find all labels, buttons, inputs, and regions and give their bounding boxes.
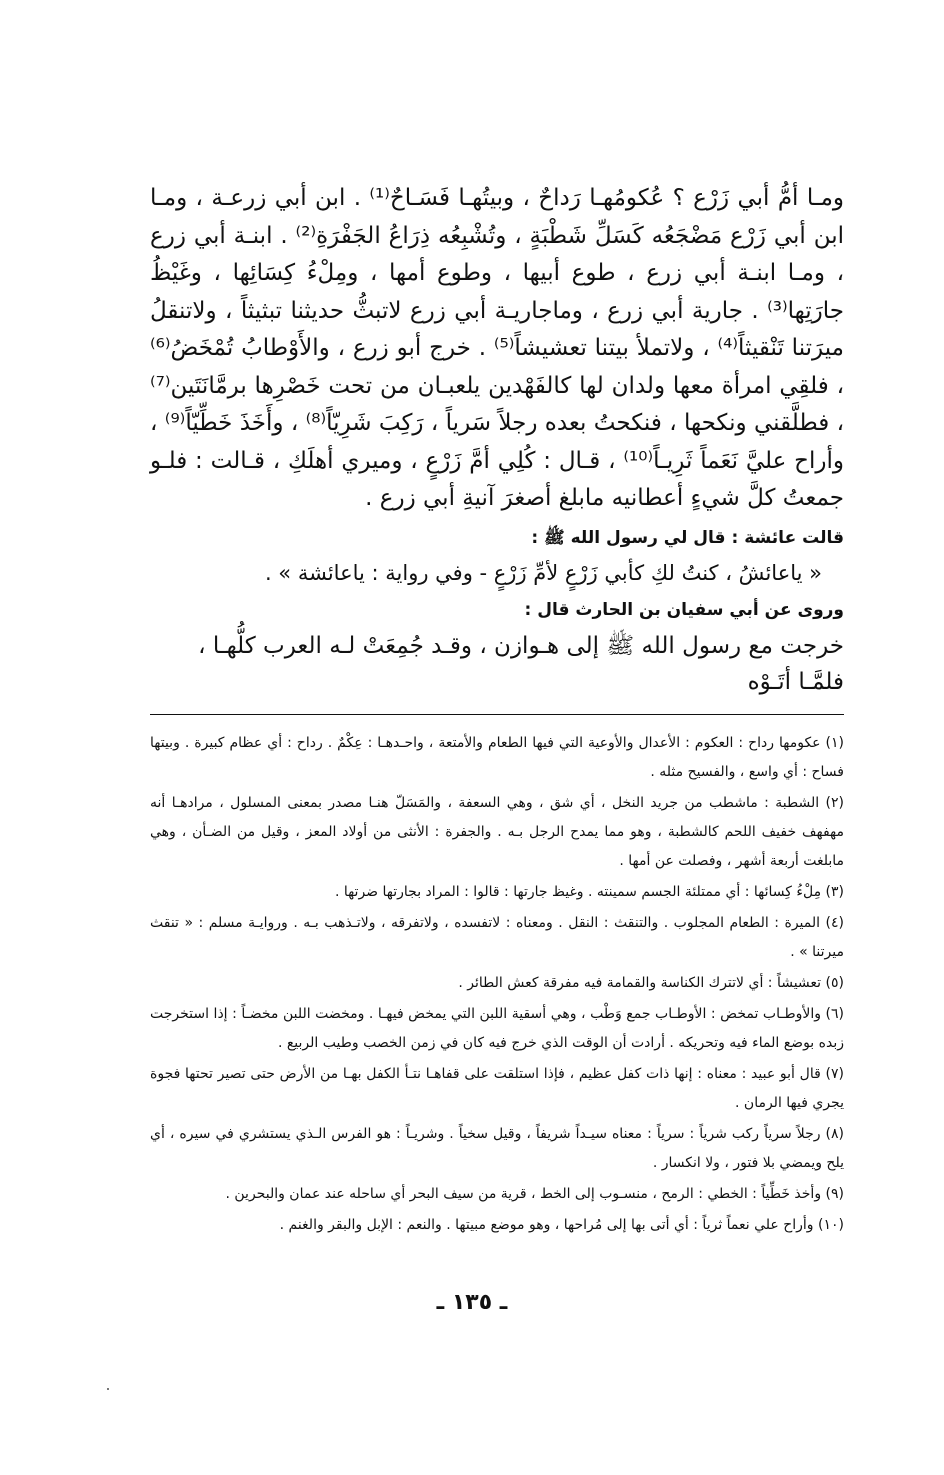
footnote-5: (٥) تعشيشاً : أي لاتترك الكناسة والقمامة فيه مفرقة كعش الطائر . (458, 974, 844, 991)
aisha-heading: قالت عائشة : قال لي رسول الله ﷺ : (531, 527, 844, 548)
footnote-1: (١) عكومها رداح : العكوم : الأعدال والأوعية التي فيها الطعام والأمتعة ، واحـدهـا : عِكْمٌ . رداح : أي عظام كبيرة . وبيتها فساح : أي واسع ، والفسيح مثله . (150, 734, 844, 780)
continuation-line: خرجت مع رسول الله ﷺ إلى هـوازن ، وقـد جُمِعَتْ لـه العرب كلُّهـا ، فلمَّـا أتَـوْه (198, 632, 844, 695)
footnote-3: (٣) مِلْءُ كِسائها : أي ممتلئة الجسم سمينته . وغيظ جارتها : قالوا : المراد بجارتها ضرتها . (334, 883, 844, 900)
footnote-2: (٢) الشطبة : ماشطب من جريد النخل ، أي شق ، وهي السعفة ، والمَسَلّ هنـا مصدر بمعنى المسلول ، مرادهـا أنه مهفهف خفيف اللحم كالشطبة ، وهو مما يمدح الرجل بـه . والجفرة : الأنثى من أولاد المعز ، وقيل من الضـأن ، وهي مابلغت أربعة أشهر ، وفصلت عن أمها . (150, 794, 844, 869)
sufyan-heading: وروى عن أبي سفيان بن الحارث قال : (524, 599, 844, 620)
footnote-9: (٩) وأخذ خَطِّياً : الخطي : الرمح ، منسـوب إلى الخط ، قرية من سيف البحر أي ساحله عند عمان والبحرين . (225, 1185, 844, 1202)
page-body (150, 180, 844, 1242)
footnote-7: (٧) قال أبو عبيد : معناه : إنها ذات كفل عظيم ، فإذا استلقت على قفاهـا نتـأ الكفل بهـا من الأرض حتى تصير تحتها فجوة يجري فيها الرمان . (150, 1065, 844, 1111)
hadith-quote: « ياعائشُ ، كنتُ لكِ كأبي زَرْعٍ لأمِّ زَرْعٍ - وفي رواية : ياعائشة » . (264, 560, 822, 585)
footnotes-section (150, 729, 844, 1240)
footnote-10: (١٠) وأراح علي نعماً ثرياً : أي أتى بها إلى مُراحها ، وهو موضع مبيتها . والنعم : الإبل والبقر والغنم . (279, 1216, 844, 1233)
footnote-divider (150, 714, 844, 715)
footnote-6: (٦) والأوطـاب تمخض : الأوطـاب جمع وَطْب ، وهي أسقية اللبن التي يمخض فيهـا . ومخضت اللبن مخضـاً : إذا استخرجت زبده بوضع الماء فيه وتحريكه . أرادت أن الوقت الذي خرج فيه كان في زمن الخصب وطيب الربيع . (150, 1005, 844, 1051)
footnote-8: (٨) رجلاً سرياً ركب شرياً : سرياً : معناه سيـداً شريفاً ، وقيل سخياً . وشريـاً : هو الفرس الـذي يستشري في سيره ، أي يلح ويمضي بلا فتور ، ولا انكسار . (150, 1125, 844, 1171)
scan-speck (107, 1388, 109, 1390)
page-number: ـ ١٣٥ ـ (436, 1290, 508, 1315)
footnote-4: (٤) الميرة : الطعام المجلوب . والتنقث : النقل . ومعناه : لاتفسده ، ولاتفرقه ، ولاتـذهب بـه . وروايـة مسلم : « تنقث ميرتنا » . (150, 914, 844, 960)
main-paragraph: ومـا أمُّ أبي زَرْع ؟ عُكومُهـا رَداحٌ ، وبيتُهـا فَسَـاحٌ⁽¹⁾ . ابن أبي زرعـة ، ومـا ابن أبي زَرْع مَضْجَعُه كَسَلِّ شَطْبَةٍ ، وتُشْبِعُه ذِرَاعُ الجَفْرَةِ⁽²⁾ . ابنـة أبي زرع ، ومـا ابنـة أبي زرع ، طوع أبيها ، وطوع أمها ، ومِلْءُ كِسَائِها ، وغَيْظُ جارَتِها⁽³⁾ . جارية أبي زرع ، وماجاريـة أبي زرع لاتبثُّ حديثنا تبثيثاً ، ولاتنقلُ ميرَتنا تَنْقيثاً⁽⁴⁾ ، ولاتملأ بيتنا تعشيشاً⁽⁵⁾ . خرج أبو زرع ، والأَوْطابُ تُمْخَضُ⁽⁶⁾ ، فلقِي امرأة معها ولدان لها كالفَهْدين يلعبـان من تحت خَصْرِها برمَّانَتَين⁽⁷⁾ ، فطلَّقني ونكحها ، فنكحتُ بعده رجلاً سَرياً ، رَكِبَ شَرِيّاً⁽⁸⁾ ، وأَخَذَ خَطِّيّاً⁽⁹⁾ ، وأراح عليَّ نَعَماً ثَرِيـاً⁽¹⁰⁾ ، قـال : كُلِي أمَّ زَرْعٍ ، وميري أهلَكِ ، قـالت : فلـو جمعتُ كلَّ شيءٍ أعطانيه مابلغ أصغرَ آنيةِ أبي زرع . (150, 185, 844, 511)
